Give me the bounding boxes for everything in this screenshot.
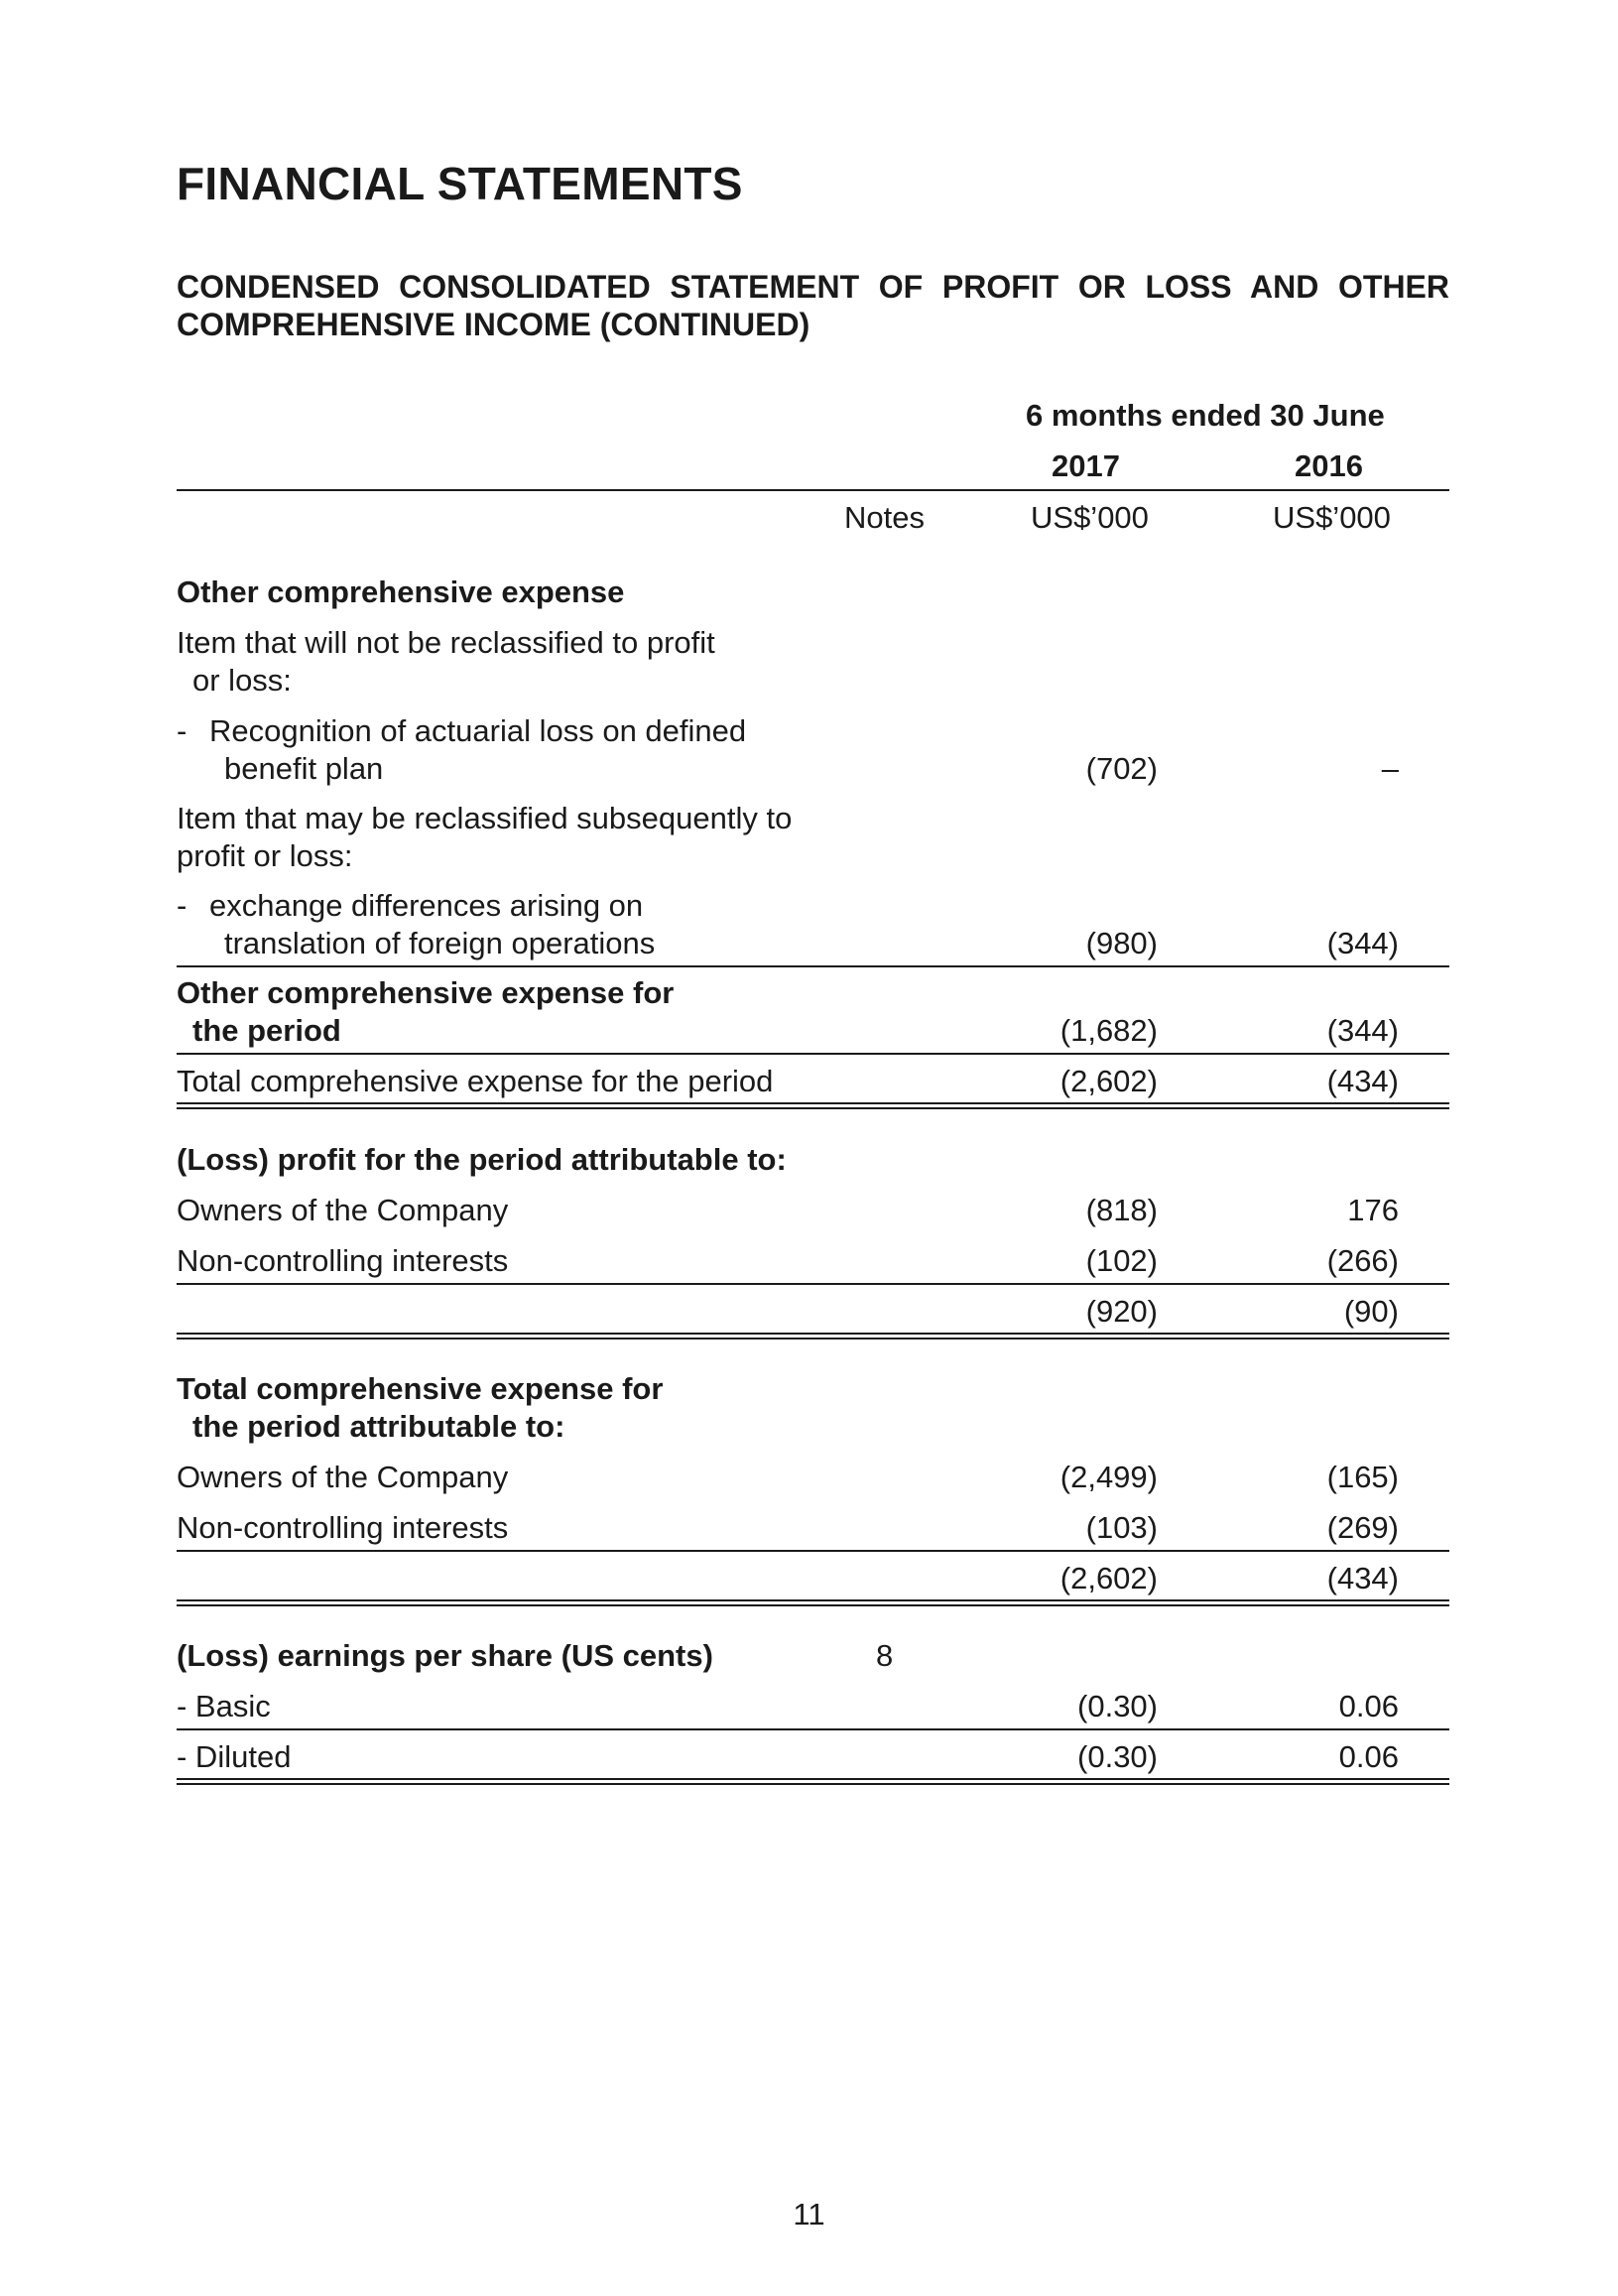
actuarial-loss-line1: Recognition of actuarial loss on defined <box>209 713 747 748</box>
eps-basic-2017: (0.30) <box>1077 1689 1158 1723</box>
eps-heading: (Loss) earnings per share (US cents) <box>177 1638 713 1673</box>
actuarial-loss-2017: (702) <box>1085 751 1158 786</box>
eps-basic-label: - Basic <box>177 1689 271 1723</box>
notes-header: Notes <box>844 500 925 535</box>
item-may-reclassify-line2: profit or loss: <box>177 838 353 873</box>
exchange-diff-2016: (344) <box>1326 926 1399 960</box>
double-rule <box>177 1102 1449 1109</box>
eps-basic-2016: 0.06 <box>1338 1689 1399 1723</box>
exchange-diff-line2: translation of foreign operations <box>224 926 656 960</box>
actuarial-loss-2016: – <box>1381 751 1399 786</box>
double-rule <box>177 1778 1449 1785</box>
exchange-diff-2017: (980) <box>1085 926 1158 960</box>
exchange-diff-line1: exchange differences arising on <box>209 888 644 923</box>
tce-attr-total-2016: (434) <box>1326 1561 1399 1595</box>
eps-diluted-2016: 0.06 <box>1338 1739 1399 1774</box>
unit-2017-header: US$’000 <box>1031 500 1149 535</box>
tce-owners-label: Owners of the Company <box>177 1460 509 1494</box>
row-rule <box>177 1728 1449 1730</box>
profit-nci-2016: (266) <box>1326 1243 1399 1278</box>
year-2016-header: 2016 <box>1295 448 1363 483</box>
tce-owners-2017: (2,499) <box>1059 1460 1158 1494</box>
page-number: 11 <box>793 2197 825 2232</box>
double-rule <box>177 1333 1449 1339</box>
oce-total-line2: the period <box>192 1013 341 1048</box>
eps-diluted-label: - Diluted <box>177 1739 292 1774</box>
period-header: 6 months ended 30 June <box>1026 398 1385 433</box>
tce-attr-total-2017: (2,602) <box>1059 1561 1158 1595</box>
oce-total-line1: Other comprehensive expense for <box>177 975 675 1010</box>
tce-attr-heading-line2: the period attributable to: <box>192 1409 565 1444</box>
profit-attr-heading: (Loss) profit for the period attributable to: <box>177 1142 787 1177</box>
profit-owners-2017: (818) <box>1085 1193 1158 1227</box>
item-not-reclassified-line2: or loss: <box>192 663 292 698</box>
item-may-reclassify-line1: Item that may be reclassified subsequently to <box>177 801 793 835</box>
subtitle-line-2: COMPREHENSIVE INCOME (CONTINUED) <box>177 307 810 342</box>
eps-note-ref: 8 <box>876 1638 894 1673</box>
profit-nci-label: Non-controlling interests <box>177 1243 509 1278</box>
bullet-dash: - <box>177 713 187 748</box>
bullet-dash: - <box>177 888 187 923</box>
statement-subtitle <box>177 268 1449 343</box>
header-rule <box>177 489 1449 491</box>
profit-total-2017: (920) <box>1085 1294 1158 1329</box>
page-title: FINANCIAL STATEMENTS <box>177 158 743 209</box>
actuarial-loss-line2: benefit plan <box>224 751 384 786</box>
tce-nci-2016: (269) <box>1326 1510 1399 1545</box>
profit-total-2016: (90) <box>1343 1294 1399 1329</box>
tce-2016: (434) <box>1326 1064 1399 1098</box>
eps-diluted-2017: (0.30) <box>1077 1739 1158 1774</box>
tce-2017: (2,602) <box>1059 1064 1158 1098</box>
row-rule <box>177 1283 1449 1285</box>
row-rule <box>177 965 1449 967</box>
item-not-reclassified-line1: Item that will not be reclassified to profit <box>177 625 715 660</box>
tce-label: Total comprehensive expense for the period <box>177 1064 774 1098</box>
row-rule <box>177 1550 1449 1552</box>
tce-nci-2017: (103) <box>1085 1510 1158 1545</box>
oce-total-2016: (344) <box>1326 1013 1399 1048</box>
profit-nci-2017: (102) <box>1085 1243 1158 1278</box>
oce-heading: Other comprehensive expense <box>177 574 625 609</box>
profit-owners-label: Owners of the Company <box>177 1193 509 1227</box>
row-rule <box>177 1053 1449 1055</box>
unit-2016-header: US$’000 <box>1273 500 1391 535</box>
tce-attr-heading-line1: Total comprehensive expense for <box>177 1371 664 1406</box>
tce-owners-2016: (165) <box>1326 1460 1399 1494</box>
tce-nci-label: Non-controlling interests <box>177 1510 509 1545</box>
year-2017-header: 2017 <box>1052 448 1120 483</box>
subtitle-line-1: CONDENSED CONSOLIDATED STATEMENT OF PROFIT OR LOSS AND OTHER <box>177 269 1449 305</box>
oce-total-2017: (1,682) <box>1059 1013 1158 1048</box>
profit-owners-2016: 176 <box>1347 1193 1399 1227</box>
double-rule <box>177 1599 1449 1606</box>
